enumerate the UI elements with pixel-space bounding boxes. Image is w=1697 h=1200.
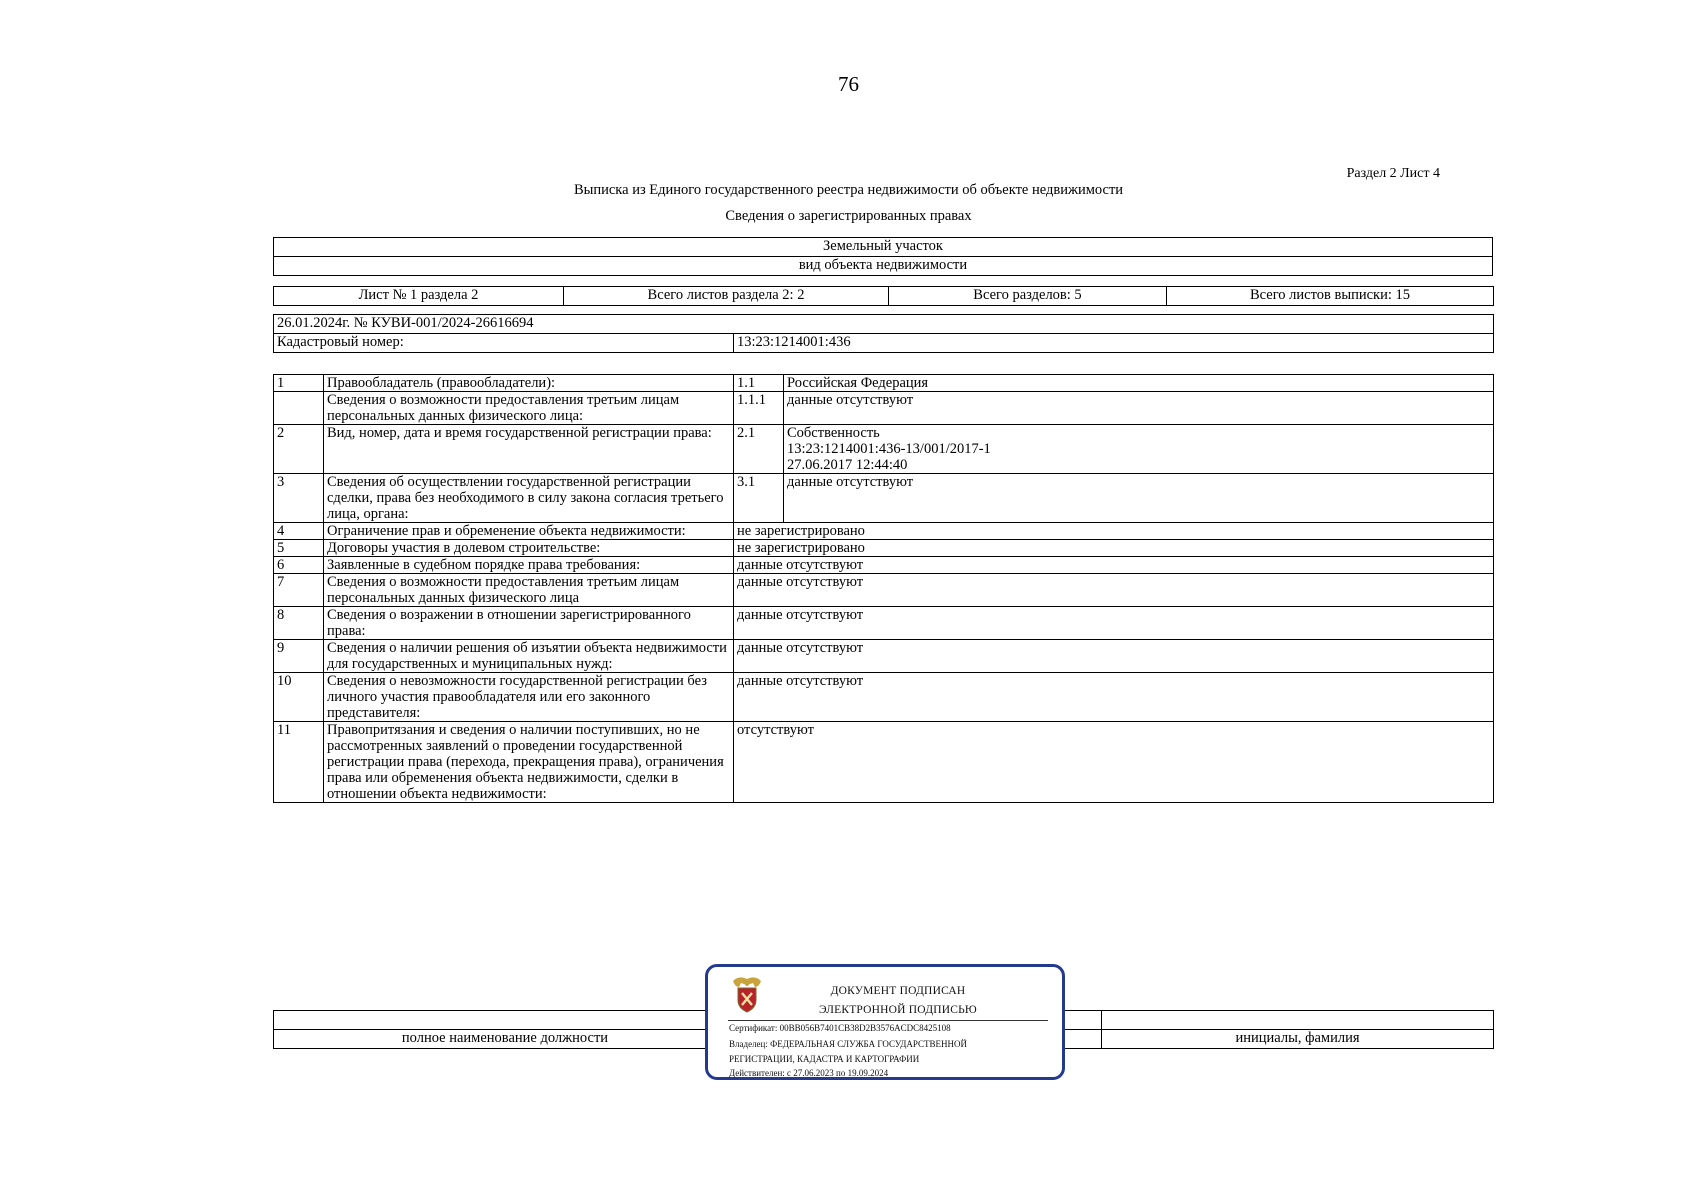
row-label: Сведения о наличии решения об изъятии объекта недвижимости для государственных и муниципальных нужд:: [324, 640, 734, 673]
rosreestr-emblem-icon: [729, 973, 765, 1015]
table-row: [274, 392, 1494, 425]
cadastral-number-value: 13:23:1214001:436: [734, 334, 1494, 353]
object-type-caption: вид объекта недвижимости: [274, 257, 1493, 276]
total-section-sheets: Всего листов раздела 2: 2: [564, 287, 889, 306]
table-row: [274, 523, 1494, 540]
stamp-owner-line-1: Владелец: ФЕДЕРАЛЬНАЯ СЛУЖБА ГОСУДАРСТВЕННОЙ: [729, 1039, 968, 1049]
row-number: 10: [274, 673, 324, 722]
row-label: Вид, номер, дата и время государственной регистрации права:: [324, 425, 734, 474]
row-number: 1: [274, 375, 324, 392]
row-subnumber: 2.1: [734, 425, 784, 474]
row-label: Заявленные в судебном порядке права требования:: [324, 557, 734, 574]
row-label: Сведения о возможности предоставления третьим лицам персональных данных физического лица:: [324, 392, 734, 425]
table-row: [274, 673, 1494, 722]
row-number: 11: [274, 722, 324, 803]
section-sheet-label: Раздел 2 Лист 4: [1346, 166, 1440, 181]
row-number: 8: [274, 607, 324, 640]
stamp-validity: Действителен: с 27.06.2023 по 19.09.2024: [729, 1068, 889, 1078]
row-value: не зарегистрировано: [734, 523, 1494, 540]
row-subnumber: 3.1: [734, 474, 784, 523]
table-row: [274, 557, 1494, 574]
row-value: [784, 425, 1494, 474]
row-value: не зарегистрировано: [734, 540, 1494, 557]
row-value: отсутствуют: [734, 722, 1494, 803]
table-row: [274, 375, 1494, 392]
row-number: 7: [274, 574, 324, 607]
row-label: Правообладатель (правообладатели):: [324, 375, 734, 392]
position-caption: полное наименование должности: [274, 1030, 737, 1049]
row-label: Сведения о возражении в отношении зарегистрированного права:: [324, 607, 734, 640]
row-number: 9: [274, 640, 324, 673]
row-number: 2: [274, 425, 324, 474]
sheet-number: Лист № 1 раздела 2: [274, 287, 564, 306]
document-info-table: [273, 314, 1494, 353]
registration-datetime: 27.06.2017 12:44:40: [787, 457, 908, 473]
table-row: [274, 722, 1494, 803]
table-row: [274, 640, 1494, 673]
table-row: [274, 474, 1494, 523]
stamp-divider: [728, 1020, 1048, 1021]
stamp-owner-line-2: РЕГИСТРАЦИИ, КАДАСТРА И КАРТОГРАФИИ: [729, 1054, 920, 1064]
document-title: Выписка из Единого государственного реестра недвижимости об объекте недвижимости: [573, 182, 1124, 198]
right-type: Собственность: [787, 425, 880, 441]
name-caption: инициалы, фамилия: [1102, 1030, 1494, 1049]
rights-table: [273, 374, 1494, 803]
row-label: Сведения об осуществлении государственной регистрации сделки, права без необходимого в силу закона согласия третьего лица, органа:: [324, 474, 734, 523]
electronic-signature-stamp: [705, 964, 1065, 1080]
table-row: [274, 607, 1494, 640]
total-sections: Всего разделов: 5: [889, 287, 1167, 306]
row-subnumber: 1.1: [734, 375, 784, 392]
row-label: Договоры участия в долевом строительстве:: [324, 540, 734, 557]
cadastral-number-label: Кадастровый номер:: [274, 334, 734, 353]
row-value: данные отсутствуют: [734, 557, 1494, 574]
row-label: Правопритязания и сведения о наличии поступивших, но не рассмотренных заявлений о проведении государственной регистрации права (перехода, прекращения права), ограничения права или обременения объекта недвижимости, сделки в отношении объекта недвижимости:: [324, 722, 734, 803]
row-number: 5: [274, 540, 324, 557]
stamp-title-line-1: ДОКУМЕНТ ПОДПИСАН: [830, 985, 966, 997]
registration-number: 13:23:1214001:436-13/001/2017-1: [787, 441, 991, 457]
document-subtitle: Сведения о зарегистрированных правах: [725, 208, 972, 224]
row-label: Ограничение прав и обременение объекта недвижимости:: [324, 523, 734, 540]
object-type: Земельный участок: [274, 238, 1493, 257]
row-number: 6: [274, 557, 324, 574]
row-value: данные отсутствуют: [734, 574, 1494, 607]
sheet-info-table: [273, 286, 1494, 306]
row-value: данные отсутствуют: [734, 673, 1494, 722]
table-row: [274, 425, 1494, 474]
row-label: Сведения о невозможности государственной регистрации без личного участия правообладателя или его законного представителя:: [324, 673, 734, 722]
total-sheets: Всего листов выписки: 15: [1167, 287, 1494, 306]
stamp-certificate: Сертификат: 00BB056B7401CB38D2B3576ACDC8425108: [729, 1023, 951, 1033]
row-label: Сведения о возможности предоставления третьим лицам персональных данных физического лица: [324, 574, 734, 607]
row-number: 3: [274, 474, 324, 523]
row-value: данные отсутствуют: [784, 474, 1494, 523]
stamp-title-line-2: ЭЛЕКТРОННОЙ ПОДПИСЬЮ: [819, 1004, 977, 1016]
row-value: данные отсутствуют: [734, 640, 1494, 673]
row-value: данные отсутствуют: [734, 607, 1494, 640]
row-value: Российская Федерация: [784, 375, 1494, 392]
table-row: [274, 574, 1494, 607]
table-row: [274, 540, 1494, 557]
page-number: 76: [838, 72, 859, 96]
row-value: данные отсутствуют: [784, 392, 1494, 425]
document-date-number: 26.01.2024г. № КУВИ-001/2024-26616694: [274, 315, 1494, 334]
row-subnumber: 1.1.1: [734, 392, 784, 425]
row-number: 4: [274, 523, 324, 540]
object-type-table: [273, 237, 1493, 276]
